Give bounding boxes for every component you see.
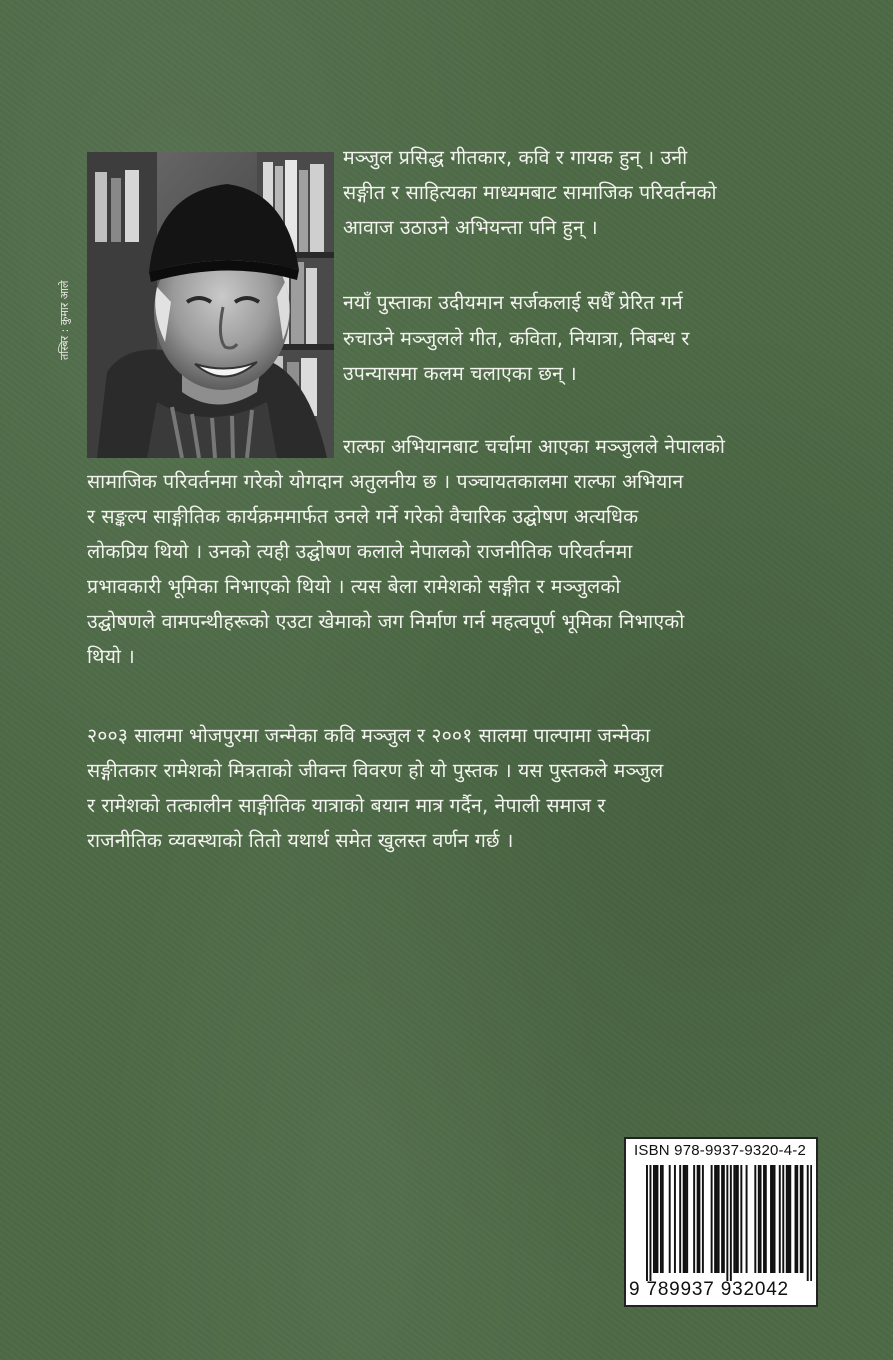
paragraph-3-line-4: लोकप्रिय थियो । उनको त्यही उद्घोषण कलाले नेपालको राजनीतिक परिवर्तनमा <box>87 540 633 563</box>
barcode-bar <box>711 1165 713 1273</box>
barcode-bar <box>649 1165 651 1281</box>
barcode-bar <box>684 1165 686 1273</box>
barcode-bar <box>730 1165 732 1281</box>
barcode-bar <box>693 1165 695 1273</box>
paragraph-2-line-2: रुचाउने मञ्जुलले गीत, कविता, नियात्रा, निबन्ध र <box>343 327 690 350</box>
paragraph-1-line-3: आवाज उठाउने अभियन्ता पनि हुन् । <box>343 216 598 239</box>
isbn-barcode <box>624 1137 818 1307</box>
barcode-bar <box>740 1165 742 1273</box>
paragraph-4-line-2: सङ्गीतकार रामेशको मित्रताको जीवन्त विवरण हो यो पुस्तक । यस पुस्तकले मञ्जुल <box>87 759 664 782</box>
barcode-bar <box>716 1165 718 1273</box>
barcode-bar <box>726 1165 728 1281</box>
barcode-bar <box>655 1165 657 1273</box>
paragraph-1-line-1: मञ्जुल प्रसिद्ध गीतकार, कवि र गायक हुन् । उनी <box>343 146 688 169</box>
barcode-bar <box>758 1165 760 1273</box>
barcode-bar <box>660 1165 662 1273</box>
paragraph-4-line-3: र रामेशको तत्कालीन साङ्गीतिक यात्राको बयान मात्र गर्दैन, नेपाली समाज र <box>87 794 606 817</box>
barcode-bar <box>802 1165 804 1273</box>
barcode-bar <box>662 1165 664 1273</box>
paragraph-2-line-1: नयाँ पुस्ताका उदीयमान सर्जकलाई सधैँ प्रेरित गर्न <box>343 291 683 314</box>
barcode-bar <box>800 1165 802 1273</box>
barcode-bar <box>674 1165 676 1273</box>
barcode-bar <box>683 1165 685 1273</box>
isbn-label: ISBN 978-9937-9320-4-2 <box>634 1142 807 1159</box>
barcode-bar <box>760 1165 762 1273</box>
barcode-bar <box>807 1165 809 1281</box>
barcode-bar <box>789 1165 791 1273</box>
paragraph-2-line-3: उपन्यासमा कलम चलाएका छन् । <box>343 362 577 385</box>
barcode-bar <box>697 1165 699 1273</box>
barcode-bar <box>714 1165 716 1273</box>
paragraph-3-line-5: प्रभावकारी भूमिका निभाएको थियो । त्यस बेला रामेशको सङ्गीत र मञ्जुलको <box>87 575 621 598</box>
paragraph-3-line-1: राल्फा अभियानबाट चर्चामा आएका मञ्जुलले नेपालको <box>343 435 726 458</box>
barcode-bar <box>723 1165 725 1273</box>
barcode-bar <box>656 1165 658 1273</box>
barcode-bars <box>646 1165 812 1281</box>
barcode-bar <box>646 1165 648 1281</box>
paragraph-3-line-3: र सङ्कल्प साङ्गीतिक कार्यक्रममार्फत उनले गर्ने गरेको वैचारिक उद्घोषण अत्यधिक <box>87 505 639 528</box>
barcode-bar <box>653 1165 655 1273</box>
barcode-bar <box>774 1165 776 1273</box>
barcode-bar <box>735 1165 737 1273</box>
author-photo <box>87 152 334 458</box>
barcode-bar <box>772 1165 774 1273</box>
barcode-bar <box>765 1165 767 1273</box>
barcode-bar <box>770 1165 772 1273</box>
barcode-bar <box>721 1165 723 1273</box>
paragraph-4-line-1: २००३ सालमा भोजपुरमा जन्मेका कवि मञ्जुल र २००१ सालमा पाल्पामा जन्मेका <box>87 724 651 747</box>
paragraph-3-line-6: उद्घोषणले वामपन्थीहरूको एउटा खेमाको जग निर्माण गर्न महत्वपूर्ण भूमिका निभाएको <box>87 610 685 633</box>
barcode-bar <box>718 1165 720 1273</box>
barcode-bar <box>686 1165 688 1273</box>
barcode-bar <box>782 1165 784 1273</box>
barcode-bar <box>779 1165 781 1273</box>
barcode-bar <box>702 1165 704 1273</box>
barcode-bar <box>786 1165 788 1273</box>
photo-credit: तस्बिर : कुमार आले <box>58 280 71 360</box>
paragraph-1-line-2: सङ्गीत र साहित्यका माध्यमबाट सामाजिक परिवर्तनको <box>343 181 717 204</box>
paragraph-4-line-4: राजनीतिक व्यवस्थाको तितो यथार्थ समेत खुलस्त वर्णन गर्छ । <box>87 829 514 852</box>
barcode-bar <box>733 1165 735 1273</box>
barcode-bar <box>796 1165 798 1273</box>
paragraph-3-line-2: सामाजिक परिवर्तनमा गरेको योगदान अतुलनीय छ । पञ्चायतकालमा राल्फा अभियान <box>87 470 684 493</box>
barcode-bar <box>788 1165 790 1273</box>
barcode-bar <box>698 1165 700 1273</box>
barcode-bar <box>795 1165 797 1273</box>
barcode-bar <box>810 1165 812 1281</box>
barcode-bar <box>754 1165 756 1273</box>
barcode-bar <box>763 1165 765 1273</box>
barcode-bar <box>746 1165 748 1273</box>
paragraph-3-line-7: थियो । <box>87 645 135 668</box>
barcode-digits: 9 789937 932042 <box>629 1279 789 1300</box>
barcode-bar <box>737 1165 739 1273</box>
barcode-bar <box>679 1165 681 1273</box>
barcode-bar <box>669 1165 671 1273</box>
